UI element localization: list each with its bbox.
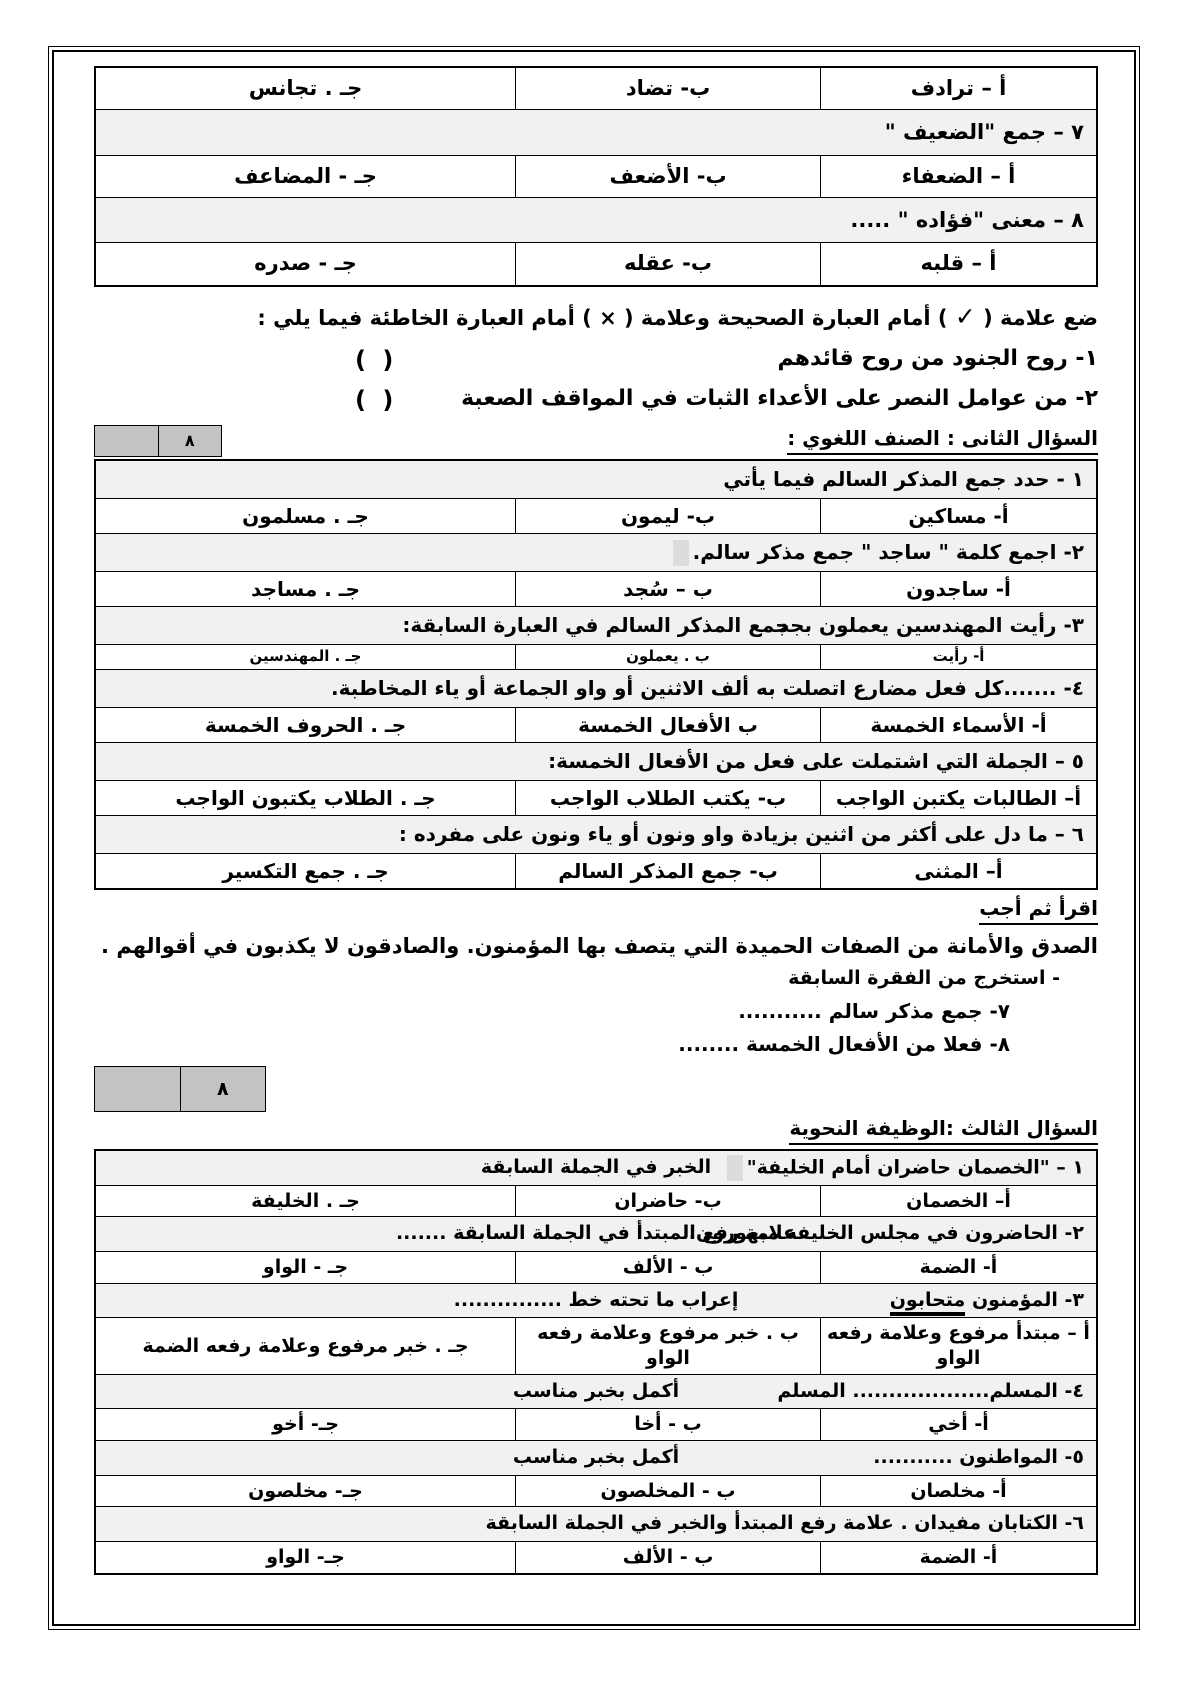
- answer-option: أ- مخلصان: [910, 1479, 1007, 1502]
- section2-score-empty-cell: [95, 426, 159, 456]
- instruction-suffix: ) أمام العبارة الصحيحة وعلامة ( × ) أمام العبارة الخاطئة فيما يلي :: [257, 305, 955, 330]
- question-row: [96, 1151, 1096, 1185]
- answer-option: أ – قلبه: [920, 251, 997, 276]
- answer-row: [96, 1251, 1096, 1283]
- answer-row: [96, 1541, 1096, 1573]
- truefalse-item-2-answer-parens[interactable]: ( ): [355, 385, 398, 414]
- answer-row: [96, 780, 1096, 815]
- question-text: [689, 1221, 1084, 1247]
- question-text: [885, 118, 1084, 146]
- truefalse-item-1-answer-parens[interactable]: ( ): [355, 346, 398, 375]
- reading-header: [94, 896, 1098, 925]
- vocab-mcq-table: [94, 66, 1098, 287]
- truefalse-item-1-text: ١- روح الجنود من روح قائدهم: [777, 346, 1098, 372]
- question-text-part: ٣- رأيت المهندسين يعملون بجد: [778, 613, 1084, 638]
- page-content: [54, 52, 1134, 1575]
- answer-option: ب الأفعال الخمسة: [516, 708, 821, 742]
- page-border-frame: [52, 50, 1136, 1626]
- question-text-part: ٦ – ما دل على أكثر من اثنين بزيادة واو ونون أو ياء ونون على مفرده :: [398, 821, 1084, 846]
- answer-row: [96, 242, 1096, 284]
- question-tail-text: أكمل بخبر مناسب: [512, 1379, 680, 1402]
- question-tail-text: الخبر في الجملة السابقة: [480, 1155, 712, 1178]
- section3-score-box: [94, 1066, 266, 1112]
- question-text-part: ٤- المسلم................... المسلم: [777, 1379, 1084, 1402]
- answer-option: ب- جمع المذكر السالم: [516, 854, 821, 888]
- answer-option: جـ- أخو: [96, 1409, 516, 1440]
- question-text: [673, 539, 1084, 567]
- question-text-part: ٧ – جمع "الضعيف ": [884, 120, 1084, 145]
- highlight-mark: [727, 1155, 743, 1181]
- answer-option: أ- مساكين: [908, 503, 1009, 528]
- answer-option: جـ . الخليفة: [96, 1186, 516, 1217]
- reading-title: اقرأ ثم أجب: [979, 896, 1098, 925]
- answer-option: جـ . المهندسين: [96, 645, 516, 669]
- question-tail-text: جمع المذكر السالم في العبارة السابقة:: [402, 613, 790, 638]
- question-tail-text: إعراب ما تحته خط ...............: [453, 1288, 739, 1311]
- answer-option: ب- يكتب الطلاب الواجب: [516, 781, 821, 815]
- answer-option: أ – ترادف: [910, 76, 1007, 100]
- question-text-part: ٦- الكتابان مفيدان . علامة رفع المبتدأ والخبر في الجملة السابقة: [485, 1512, 1084, 1535]
- truefalse-item-2: [94, 384, 1098, 415]
- answer-row: [96, 1185, 1096, 1217]
- question-row: [96, 1374, 1096, 1409]
- question-text: [548, 748, 1084, 775]
- answer-option: أ– الخصمان: [906, 1189, 1011, 1212]
- question-text-part: ١ – "الخصمان حاضران أمام الخليفة": [746, 1156, 1084, 1179]
- question-text: [723, 466, 1084, 493]
- answer-option: أ- الضمة: [919, 1546, 998, 1569]
- answer-row: [96, 1475, 1096, 1507]
- question-text-part: ٢- اجمع كلمة " ساجد " جمع مذكر سالم.: [692, 539, 1084, 564]
- question-text: [873, 1445, 1084, 1471]
- question-text: [890, 1288, 1084, 1314]
- question-row: [96, 669, 1096, 707]
- question-text: [331, 675, 1084, 702]
- question-text-part: ٥- المواطنون ...........: [873, 1446, 1084, 1469]
- answer-option: جـ . مسلمون: [96, 499, 516, 533]
- question-text-part: ٣- المؤمنون: [965, 1288, 1084, 1311]
- question-row: [96, 606, 1096, 644]
- question-text: [399, 821, 1084, 848]
- answer-option: أ- الأسماء الخمسة: [870, 712, 1047, 737]
- answer-option: ب- ليمون: [516, 499, 821, 533]
- answer-option: أ– الطالبات يكتبن الواجب: [835, 785, 1082, 810]
- answer-option: ب- عقله: [516, 243, 821, 284]
- truefalse-item-1: [94, 344, 1098, 375]
- highlight-mark: [673, 540, 689, 566]
- answer-option: أ- ساجدون: [906, 577, 1011, 602]
- question-row: [96, 1506, 1096, 1541]
- question-row: [96, 1216, 1096, 1251]
- question-text: [779, 612, 1084, 639]
- question-text: [777, 1379, 1084, 1405]
- question-text-part: ٤- .......كل فعل مضارع اتصلت به ألف الاثنين أو واو الجماعة أو ياء المخاطبة.: [331, 675, 1084, 700]
- answer-row: [96, 68, 1096, 109]
- question-row: [96, 1440, 1096, 1475]
- answer-option: ب - أخا: [516, 1409, 821, 1440]
- question-row: [96, 109, 1096, 154]
- question-text-part: ٥ – الجملة التي اشتملت على فعل من الأفعال الخمسة:: [548, 748, 1084, 773]
- answer-row: [96, 644, 1096, 669]
- answer-option: ب – سُجد: [516, 572, 821, 606]
- question-row: [96, 197, 1096, 242]
- answer-option: جـ . الطلاب يكتبون الواجب: [96, 781, 516, 815]
- answer-row: [96, 853, 1096, 888]
- question-text-part: ١ - حدد جمع المذكر السالم فيما يأتي: [723, 466, 1084, 491]
- answer-option: ب . خبر مرفوع وعلامة رفعه الواو: [516, 1318, 821, 1373]
- answer-option: ب - الألف: [516, 1542, 821, 1573]
- section2-score-value: ٨: [184, 431, 195, 451]
- answer-option: جـ - الواو: [96, 1252, 516, 1283]
- answer-option: أ- الضمة: [919, 1256, 998, 1279]
- instruction-prefix: ضع علامة (: [975, 305, 1098, 330]
- answer-option: ب- الأضعف: [516, 156, 821, 197]
- answer-row: [96, 498, 1096, 533]
- question-row: [96, 815, 1096, 853]
- question-tail-text: أكمل بخبر مناسب: [512, 1446, 680, 1469]
- question-row: [96, 1283, 1096, 1318]
- answer-row: [96, 571, 1096, 606]
- answer-option: أ – الضعفاء: [901, 163, 1016, 188]
- answer-option: أ- رأيت: [932, 647, 985, 666]
- reading-item-8: ٨- فعلا من الأفعال الخمسة ........: [678, 1031, 1010, 1056]
- reading-item-7: ٧- جمع مذكر سالم ...........: [738, 998, 1010, 1023]
- underlined-word: متحابون: [890, 1289, 966, 1316]
- answer-option: ب - المخلصون: [516, 1476, 821, 1507]
- answer-option: جـ . الحروف الخمسة: [96, 708, 516, 742]
- truefalse-item-2-text: ٢- من عوامل النصر على الأعداء الثبات في المواقف الصعبة: [461, 385, 1098, 411]
- question-text: [727, 1155, 1084, 1181]
- answer-option: ب . يعملون: [516, 645, 821, 669]
- question-tail-text: علامة رفع المبتدأ في الجملة السابقة .......: [395, 1222, 797, 1245]
- question-row: [96, 461, 1096, 498]
- answer-row: [96, 1408, 1096, 1440]
- question-text: [486, 1511, 1084, 1537]
- question-text-part: ٨ – معنى "فؤاده " .....: [850, 207, 1084, 232]
- answer-option: جـ . مساجد: [96, 572, 516, 606]
- answer-option: أ- أخي: [928, 1413, 989, 1436]
- answer-option: جـ . جمع التكسير: [96, 854, 516, 888]
- reading-passage: الصدق والأمانة من الصفات الحميدة التي يتصف بها المؤمنون. والصادقون لا يكذبون في أقوالهم .: [101, 933, 1098, 958]
- section3-score-empty-cell: [95, 1067, 181, 1111]
- section3-score-row: [94, 1066, 1098, 1112]
- answer-row: [96, 707, 1096, 742]
- reading-prompt: - استخرج من الفقرة السابقة: [788, 967, 1060, 990]
- answer-option: جـ- الواو: [96, 1542, 516, 1573]
- check-mark-icon: ✓: [954, 301, 976, 331]
- answer-option: ب- حاضران: [516, 1186, 821, 1217]
- question-row: [96, 742, 1096, 780]
- answer-option: جـ . تجانس: [96, 68, 516, 109]
- section2-score-box: [94, 425, 222, 457]
- section2-mcq-table: [94, 459, 1098, 890]
- section3-score-value: ٨: [216, 1077, 229, 1100]
- answer-option: ب- تضاد: [516, 68, 821, 109]
- answer-row: [96, 1317, 1096, 1373]
- answer-row: [96, 155, 1096, 197]
- section3-header: [94, 1116, 1098, 1145]
- answer-option: أ– المثنى: [914, 858, 1003, 883]
- truefalse-instruction: [94, 298, 1098, 336]
- section3-mcq-table: [94, 1149, 1098, 1575]
- section2-header: [94, 425, 1098, 457]
- answer-option: أ – مبتدأ مرفوع وعلامة رفعه الواو: [827, 1322, 1090, 1370]
- answer-option: جـ . خبر مرفوع وعلامة رفعه الضمة: [96, 1318, 516, 1373]
- question-text-part: ٢- الحاضرون في مجلس الخليفة مبهورون.: [688, 1222, 1084, 1245]
- question-row: [96, 533, 1096, 572]
- answer-option: جـ - صدره: [96, 243, 516, 284]
- answer-option: جـ - المضاعف: [96, 156, 516, 197]
- section3-title: السؤال الثالث :الوظيفة النحوية: [789, 1116, 1098, 1145]
- answer-option: ب - الألف: [516, 1252, 821, 1283]
- question-text: [850, 206, 1084, 234]
- section2-title: السؤال الثانى : الصنف اللغوي :: [787, 426, 1098, 455]
- answer-option: جـ- مخلصون: [96, 1476, 516, 1507]
